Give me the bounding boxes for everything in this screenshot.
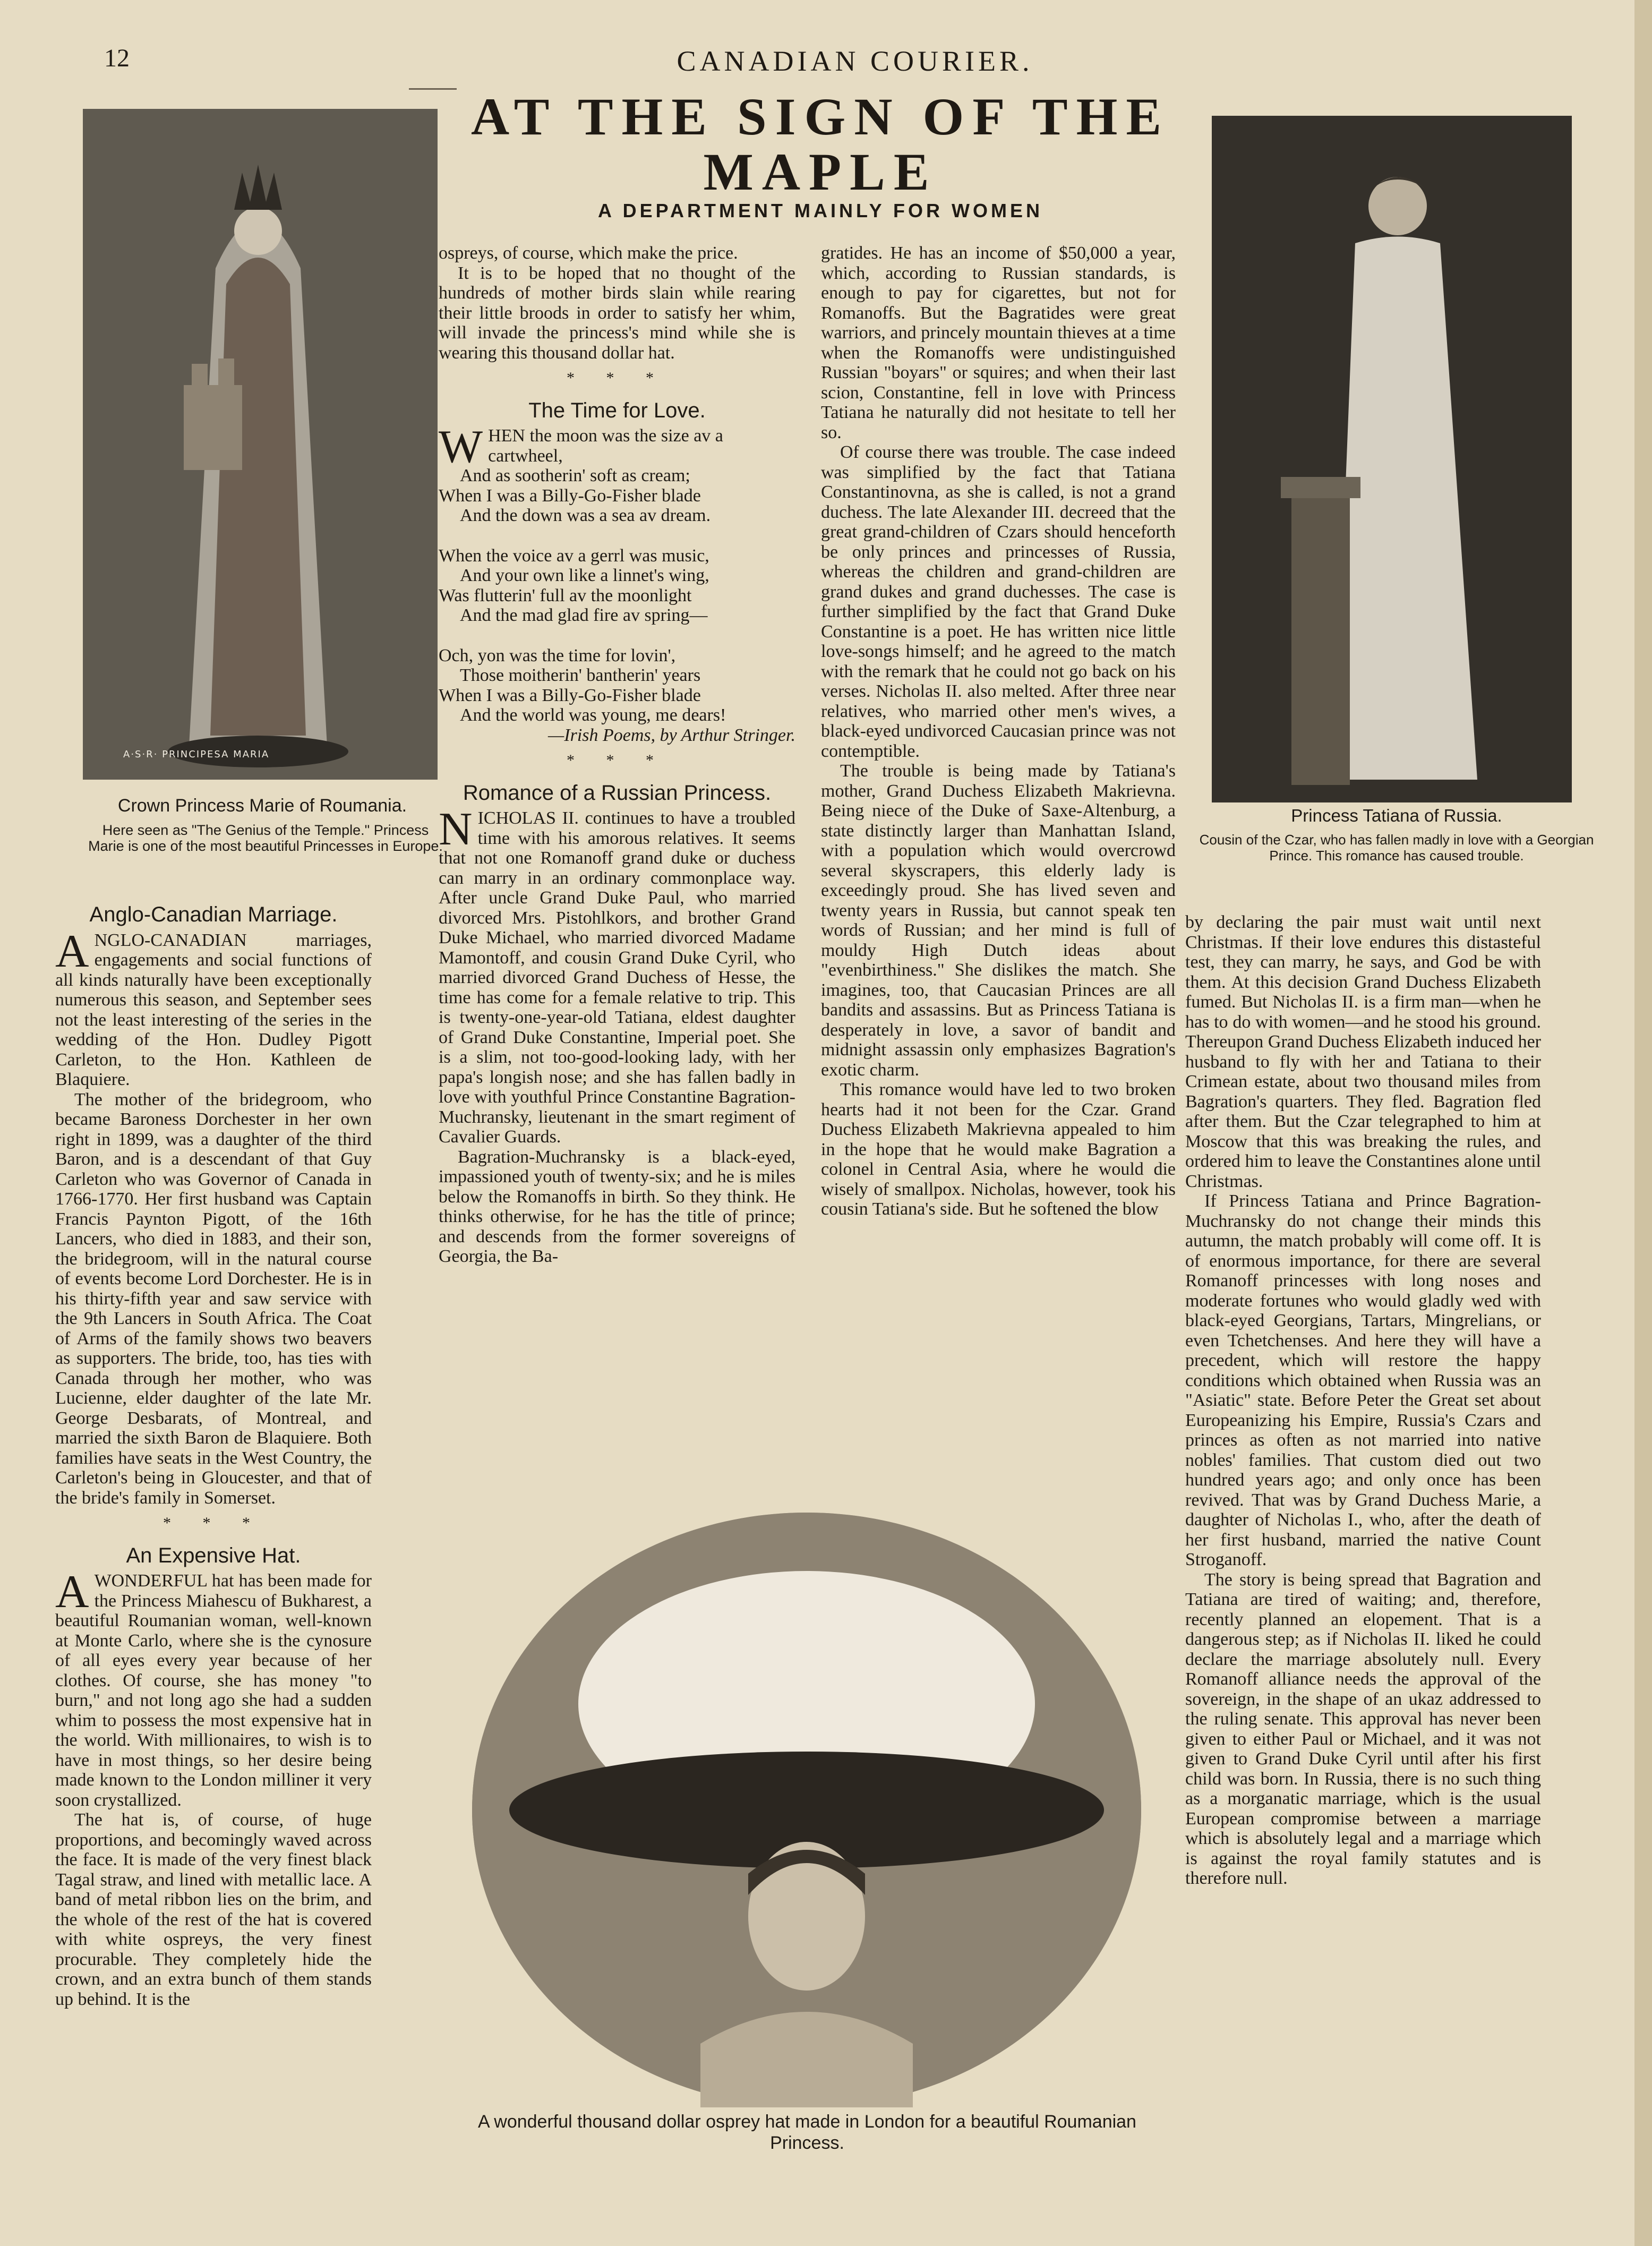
article-paragraph: It is to be hoped that no thought of the hundreds of mother birds slain while rearing their little broods in order to satisfy her whim, will invade the princess's mind while she is wearing this thousand dollar hat. xyxy=(439,263,795,363)
poem-credit: —Irish Poems, by Arthur Stringer. xyxy=(548,725,795,745)
caption-body: A wonderful thousand dollar osprey hat made in London for a beautiful Roumanian Princess. xyxy=(478,2112,1136,2153)
poem-title: The Time for Love. xyxy=(528,398,706,422)
column-4 xyxy=(1185,912,1541,1889)
poem-line: And your own like a linnet's wing, xyxy=(460,566,709,585)
poem-line: When I was a Billy-Go-Fisher blade xyxy=(439,485,701,506)
article-heading: Anglo-Canadian Marriage. xyxy=(89,903,338,926)
article-paragraph: by declaring the pair must wait until next Christmas. If their love endures this distasteful test, they can marry, he says, and God be with them. At this decision Grand Duchess Elizabeth fumed. But Nicholas II. is a firm man—when he has to do with women—and he stood his ground. Thereupon Grand Duchess Elizabeth induced her husband to fly with her and Tatiana to their Crimean estate, about two thousand miles from Bagration's quarters. They fled. Bagration fled after them. But the Czar telegraphed to him at Moscow that this was breaking the rules, and ordered him to leave the Constantines alone until Christmas. xyxy=(1185,912,1541,1191)
article-paragraph: The mother of the bridegroom, who became Baroness Dorchester in her own right in 1899, was a daughter of the third Baron, and is a descendant of that Guy Carleton who was Governor of Canada in 1766-1770. Her first husband was Captain Francis Paynton Pigott, of the 16th Lancers, who died in 1883, and their son, the bridegroom, will in the natural course of events become Lord Dorchester. He is in his thirty-fifth year and saw service with the 9th Lancers in South Africa. The Coat of Arms of the family shows two beavers as supporters. The bride, too, has ties with Canada through her mother, who was Lucienne, elder daughter of the late Mr. George Desbarats, of Montreal, and married the sixth Baron de Blaquiere. Both families have seats in the West Country, the Carleton's being in Gloucester, and that of the bride's family in Somerset. xyxy=(55,1089,372,1508)
article-heading: An Expensive Hat. xyxy=(126,1543,301,1567)
divider xyxy=(409,88,457,90)
section-separator: * * * xyxy=(567,369,667,387)
poem-line: And the world was young, me dears! xyxy=(460,705,726,725)
article-paragraph: This romance would have led to two broken hearts had it not been for the Czar. Grand Duchess Elizabeth Makrievna appealed to him in the hope that he would make Bagration a colonel in Central Asia, where he would die wisely of smallpox. Nicholas, however, took his cousin Tatiana's side. But he softened the blow xyxy=(821,1080,1176,1219)
poem-line: Och, yon was the time for lovin', xyxy=(439,645,676,665)
caption-title: Crown Princess Marie of Roumania. xyxy=(117,796,407,816)
department-subtitle: A DEPARTMENT MAINLY FOR WOMEN xyxy=(598,200,1043,221)
article-paragraph: The hat is, of course, of huge proportions, and becomingly waved across the face. It is made of the very finest black Tagal straw, and lined with metallic lace. A band of metal ribbon lies on the brim, and the whole of the rest of the hat is covered with white ospreys, the very finest procurable. They completely hide the crown, and an extra bunch of them stands up behind. It is the xyxy=(55,1810,372,2009)
column-1 xyxy=(55,892,372,2009)
section-separator: * * * xyxy=(163,1514,264,1532)
paragraph-text: ICHOLAS II. continues to have a troubled time with his amorous relatives. It seems that not one Romanoff grand duke or duchess can marry in an ordinary commonplace way. After uncle Grand Duke Paul, who married divorced Mrs. Pistohlkors, and brother Grand Duke Michael, who married divorced Madame Mamontoff, and cousin Grand Duke Cyril, who married divorced Grand Duchess of Hesse, the time has come for a female relative to trip. This is twenty-one-year-old Tatiana, eldest daughter of Grand Duke Constantine, Imperial poet. She is a slim, not too-good-looking lady, with her papa's longish nose; and she has fallen badly in love with youthful Prince Constantine Bagration-Muchransky, lieutenant in the smart regiment of Cavalier Guards. xyxy=(439,808,795,1147)
drop-cap: N xyxy=(439,804,473,855)
drop-cap: A xyxy=(55,1566,89,1618)
caption-body: Cousin of the Czar, who has fallen madly in love with a Georgian Prince. This romance has caused trouble. xyxy=(1199,832,1594,864)
poem-line: And the mad glad fire av spring— xyxy=(460,605,708,625)
photo-inscription: A·S·R· PRINCIPESA MARIA xyxy=(123,749,270,760)
drop-cap: A xyxy=(55,925,89,977)
princess-marie-illustration xyxy=(83,109,438,780)
article-paragraph xyxy=(439,804,795,1147)
paragraph-text: WONDERFUL hat has been made for the Princess Miahescu of Bukharest, a beautiful Roumanian woman, well-known at Monte Carlo, where she is the cynosure of all eyes every year because of her clothes. Of course, she has money "to burn," and not long ago she had a sudden whim to possess the most expensive hat in the world. With millionaires, to wish is to have in most things, so her desire being made known to the London milliner it very soon crystallized. xyxy=(55,1571,372,1810)
princess-tatiana-illustration xyxy=(1212,116,1572,802)
osprey-hat-illustration xyxy=(472,1513,1141,2107)
paragraph-text: NGLO-CANADIAN marriages, engagements and social functions of all kinds naturally have been exceptionally numerous this season, and September sees not the least interesting of the series in the wedding of the Hon. Dudley Pigott Carleton, to the Hon. Kathleen de Blaquiere. xyxy=(55,930,372,1089)
poem-stanza xyxy=(439,646,795,725)
photo-princess-tatiana xyxy=(1212,116,1572,802)
article-heading: Romance of a Russian Princess. xyxy=(463,781,772,805)
drop-cap: W xyxy=(439,421,483,473)
page-number: 12 xyxy=(104,44,130,72)
photo-osprey-hat xyxy=(472,1513,1141,2107)
poem xyxy=(439,421,795,745)
poem-line: Those moitherin' bantherin' years xyxy=(460,665,701,685)
poem-line: And as sootherin' soft as cream; xyxy=(460,466,690,485)
article-paragraph: The trouble is being made by Tatiana's mother, Grand Duchess Elizabeth Makrievna. Being niece of the Duke of Saxe-Altenburg, a state distinctly larger than Manhattan Island, with a population which would overcrowd several skyscrapers, this elderly lady is exceedingly proud. She has lived seven and twenty years in Russia, but cannot speak ten words of Russian; and her mind is full of mouldy High Dutch ideas about "evenbirthiness." She dislikes the match. She imagines, too, that Caucasian Princes are all bandits and assassins. But as Princess Tatiana is desperately in love, a savor of bandit and midnight assassin only emphasizes Bagration's exotic charm. xyxy=(821,761,1176,1080)
article-paragraph: The story is being spread that Bagration and Tatiana are tired of waiting; and, therefore, recently planned an elopement. That is a dangerous step; as if Nicholas II. liked he could declare the marriage absolutely null. Every Romanoff alliance needs the approval of the sovereign, in the shape of an ukaz addressed to the ruling senate. This approval has never been given to either Paul or Michael, and it was not given to Grand Duke Cyril until after his first child was born. In Russia, there is no such thing as a morganatic marriage, which is the usual European compromise between a marriage which is absolutely legal and a marriage which is against the royal family statutes and is therefore null. xyxy=(1185,1569,1541,1888)
poem-stanza xyxy=(439,546,795,626)
photo-princess-marie xyxy=(83,109,438,780)
caption-title: Princess Tatiana of Russia. xyxy=(1291,806,1502,825)
page-edge xyxy=(1634,0,1652,2246)
poem-line: And the down was a sea av dream. xyxy=(460,506,711,525)
section-separator: * * * xyxy=(567,751,667,769)
poem-stanza xyxy=(439,421,795,526)
poem-line: When I was a Billy-Go-Fisher blade xyxy=(439,685,701,705)
caption-body: Here seen as "The Genius of the Temple." Princess Marie is one of the most beautiful Princesses in Europe. xyxy=(88,822,443,854)
publication-title: CANADIAN COURIER. xyxy=(677,45,1033,77)
poem-line: When the voice av a gerrl was music, xyxy=(439,545,709,566)
department-title: AT THE SIGN OF THE MAPLE xyxy=(470,87,1170,201)
article-paragraph xyxy=(55,1566,372,1810)
column-2 xyxy=(439,243,795,1267)
poem-line-text: HEN the moon was the size av a cartwheel, xyxy=(488,426,723,466)
poem-line: Was flutterin' full av the moonlight xyxy=(439,585,692,605)
article-paragraph xyxy=(55,925,372,1090)
poem-line xyxy=(439,421,795,473)
column-3 xyxy=(821,243,1176,1219)
article-paragraph: gratides. He has an income of $50,000 a year, which, according to Russian standards, is enough to pay for cigarettes, but not for Romanoffs. But the Bagratides were great warriors, and princely mountain thieves at a time when the Romanoffs were undistinguished Russian "boyars" or squires; and when their last scion, Constantine, fell in love with Princess Tatiana he naturally did not hesitate to tell her so. xyxy=(821,243,1176,442)
article-paragraph: ospreys, of course, which make the price. xyxy=(439,243,738,263)
article-paragraph: If Princess Tatiana and Prince Bagration-Muchransky do not change their minds this autumn, the match probably will come off. It is of enormous importance, for there are several Romanoff princesses with long noses and moderate fortunes who would gladly wed with black-eyed Georgians, Tartars, Mingrelians, or even Tchetchenses. And here they will have a precedent, which will restore the happy conditions which obtained when Russia was an "Asiatic" state. Before Peter the Great set about Europeanizing his Empire, Russia's Czars and princes as often as not married into native nobles' families. That custom died out two hundred years ago; and only once has been revived. That was by Grand Duchess Marie, a daughter of Nicholas I., who, after the death of her first husband, married the native Count Stroganoff. xyxy=(1185,1191,1541,1569)
article-paragraph: Of course there was trouble. The case indeed was simplified by the fact that Tatiana Constantinovna, as she is called, is not a grand duchess. The late Alexander III. decreed that the great grand-children of Czars should henceforth be only princes and princesses of Russia, whereas the children and grand-children are grand dukes and grand duchesses. The case is further simplified by the fact that Grand Duke Constantine is a poet. He has written nice little love-songs himself; and he agreed to the match with the remark that he could not go back on his verses. Nicholas II. also melted. After three near relatives, who married other men's wives, a black-eyed undivorced Caucasian prince was not contemptible. xyxy=(821,442,1176,761)
article-paragraph: Bagration-Muchransky is a black-eyed, impassioned youth of twenty-six; and he is miles below the Romanoffs in birth. So they think. He thinks otherwise, for he has the title of prince; and descends from the former sovereigns of Georgia, the Ba- xyxy=(439,1147,795,1266)
